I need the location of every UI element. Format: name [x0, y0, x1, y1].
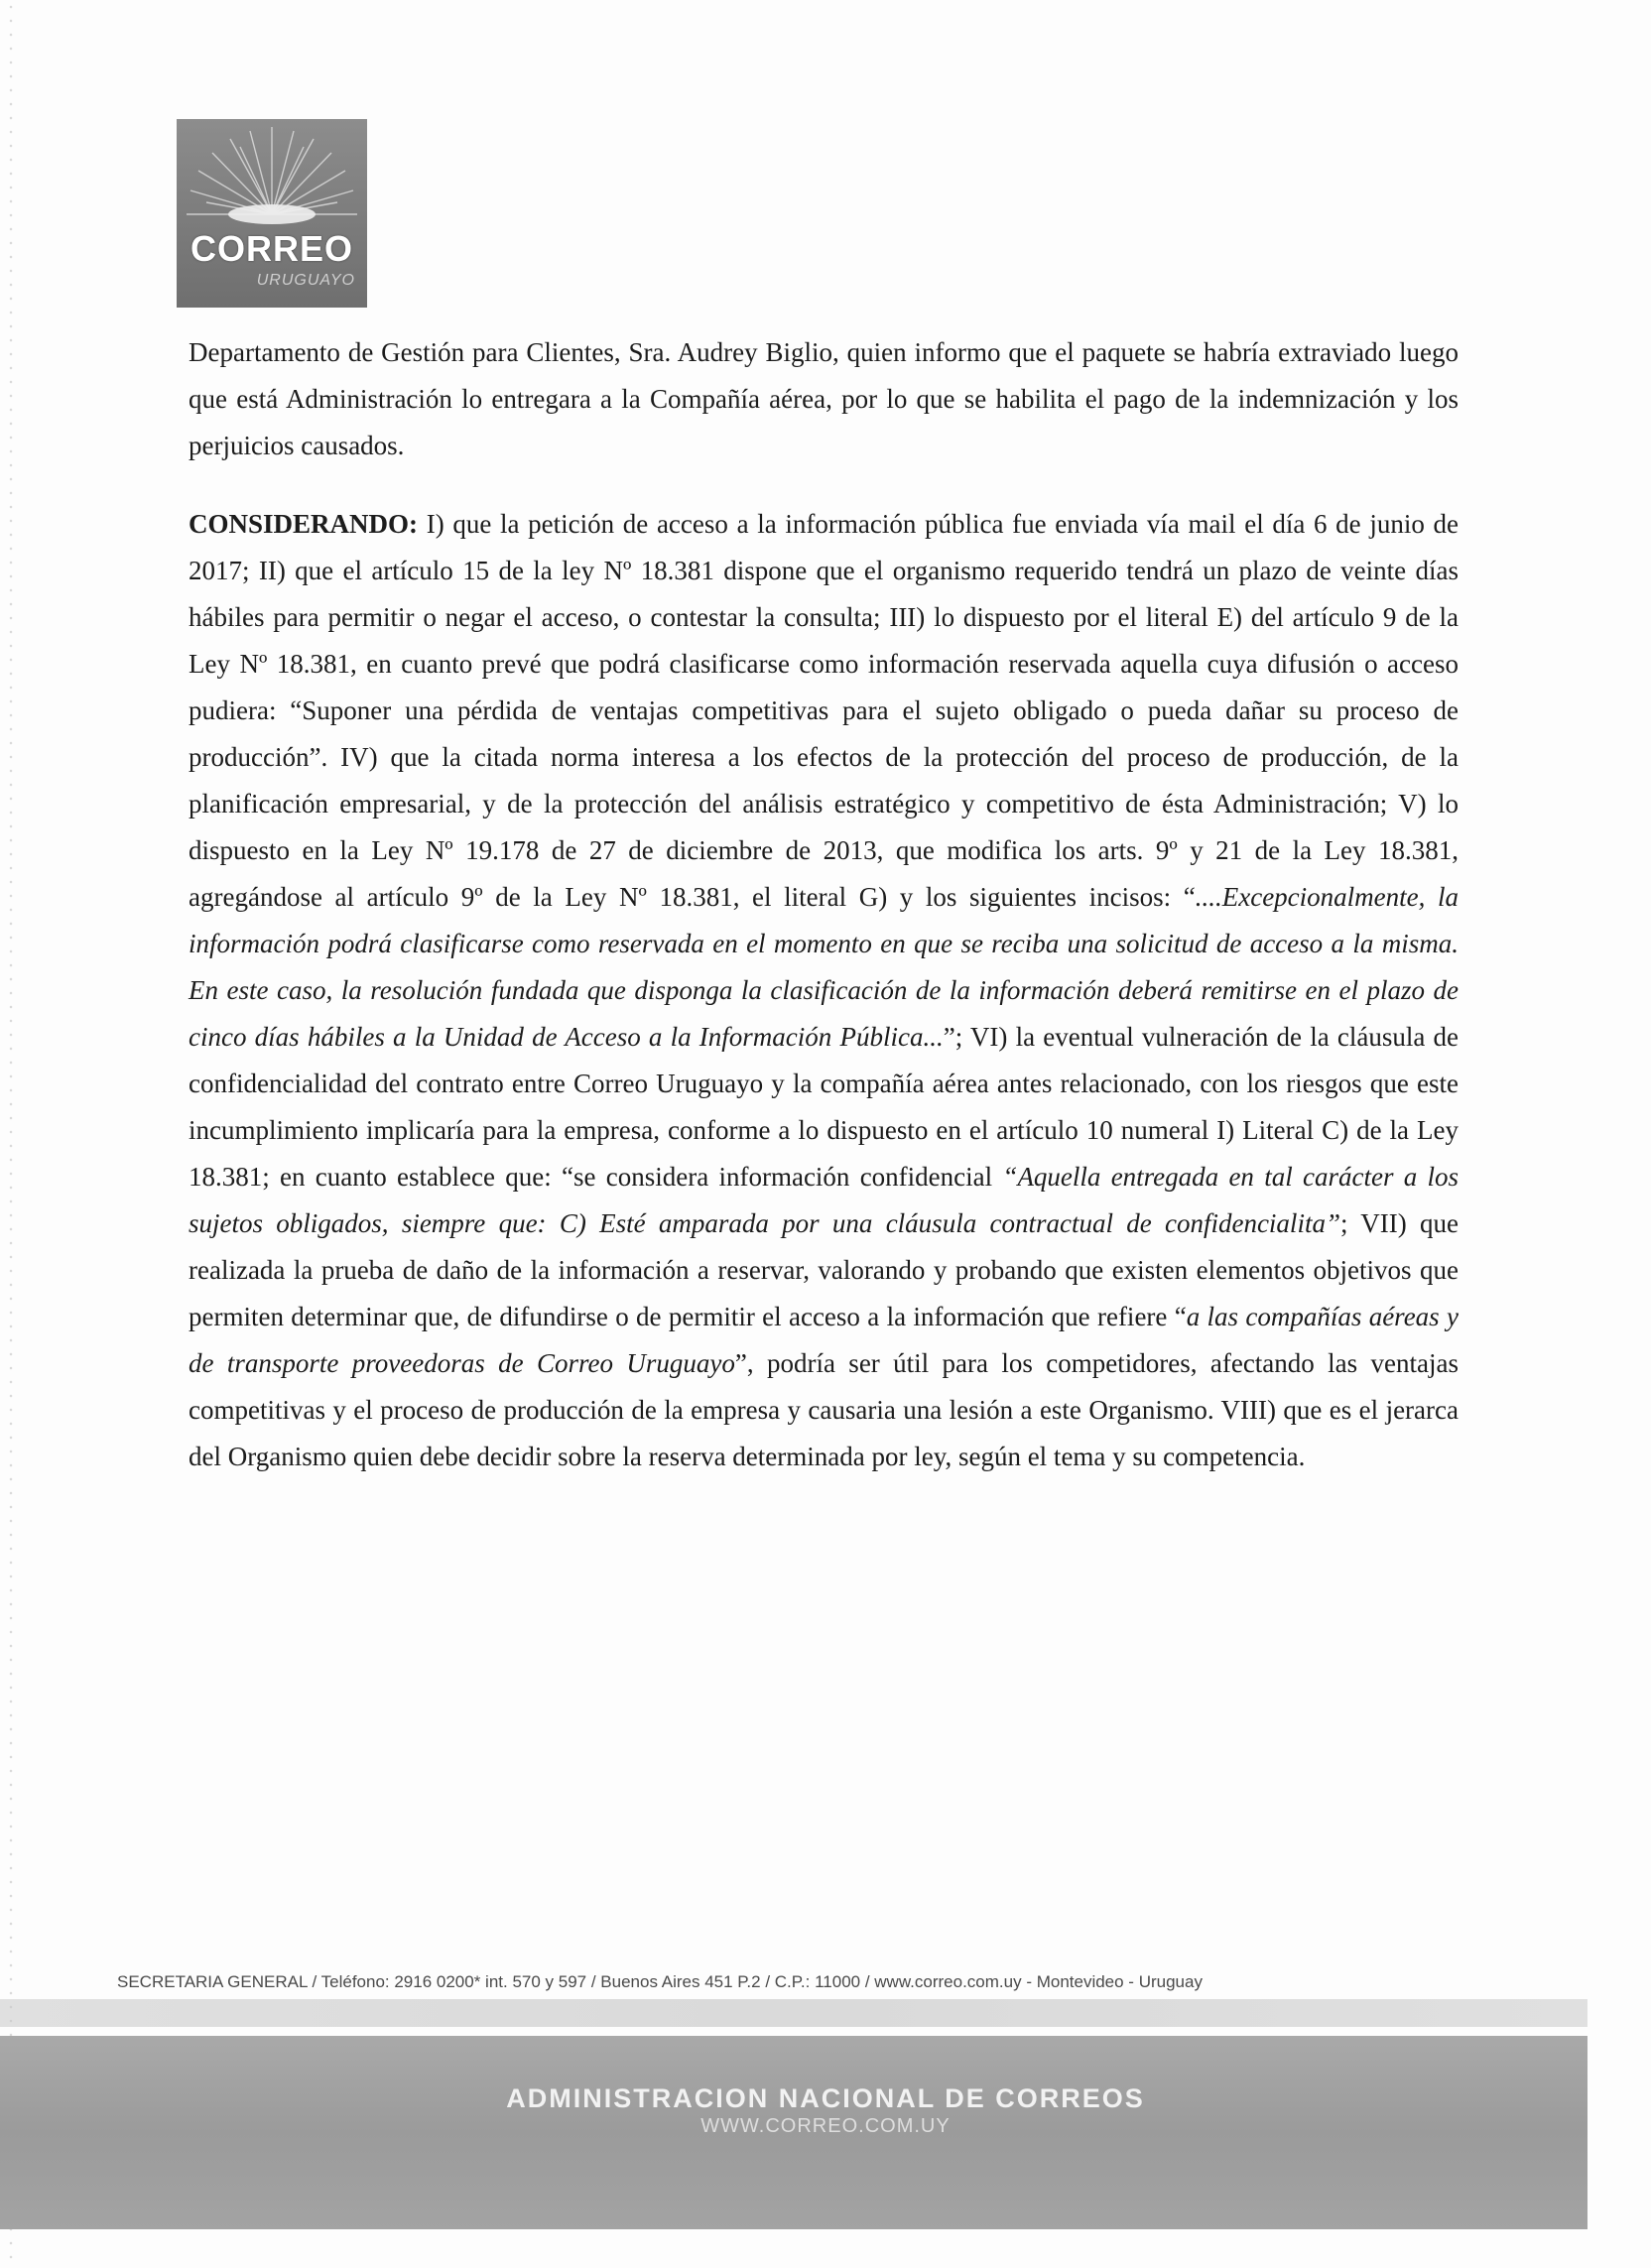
- quote-confidencial: “Aquella entregada en tal carácter a los sujetos obligados, siempre que: C) Esté amparada por una cláusula contractual de confidencialita”: [189, 1162, 1460, 1238]
- considerando-text-d: ”, podría ser útil para los competidores, afectando las ventajas competitivas y el proceso de producción de la empresa y causaria una lesión a este Organismo. VIII) que es el jerarca del Organismo quien debe decidir sobre la reserva determinada por ley, según el tema y su competencia.: [189, 1348, 1459, 1471]
- considerando-text-c: ; VII) que realizada la prueba de daño de la información a reservar, valorando y probando que existen elementos objetivos que permiten determinar que, de difundirse o de permitir el acceso a la información que refiere “: [189, 1208, 1459, 1331]
- scan-edge-dots: [8, 0, 14, 2268]
- logo-wordmark: CORREO: [190, 228, 353, 269]
- considerando-text-a: I) que la petición de acceso a la información pública fue enviada vía mail el día 6 de junio de 2017; II) que el artículo 15 de la ley Nº 18.381 dispone que el organismo requerido tendrá un plazo de veinte días hábiles para permitir o negar el acceso, o contestar la consulta; III) lo dispuesto por el literal E) del artículo 9 de la Ley Nº 18.381, en cuanto prevé que podrá clasificarse como información reservada aquella cuya difusión o acceso pudiera: “Suponer una pérdida de ventajas competitivas para el sujeto obligado o pueda dañar su proceso de producción”. IV) que la citada norma interesa a los efectos de la protección del proceso de producción, de la planificación empresarial, y de la protección del análisis estratégico y competitivo de ésta Administración; V) lo dispuesto en la Ley Nº 19.178 de 27 de diciembre de 2013, que modifica los arts. 9º y 21 de la Ley 18.381, agregándose al artículo 9º de la Ley Nº 18.381, el literal G) y los siguientes incisos: “: [189, 509, 1459, 912]
- logo-subtitle: URUGUAYO: [256, 272, 355, 289]
- paragraph-considerando: [189, 501, 1459, 1480]
- considerando-label: CONSIDERANDO:: [189, 509, 419, 539]
- footer-contact: SECRETARIA GENERAL / Teléfono: 2916 0200* int. 570 y 597 / Buenos Aires 451 P.2 / C.P.: 11000 / www.correo.com.uy - Montevideo - Uruguay: [117, 1972, 1203, 1991]
- quote-companias: a las compañías aéreas y de transporte proveedoras de Correo Uruguayo: [189, 1302, 1459, 1378]
- correo-logo: [177, 119, 367, 308]
- footer-strip: [0, 1999, 1588, 2027]
- considerando-text-b: ”; VI) la eventual vulneración de la cláusula de confidencialidad del contrato entre Correo Uruguayo y la compañía aérea antes relacionado, con los riesgos que este incumplimiento implicaría para la empresa, conforme a lo dispuesto en el artículo 10 numeral I) Literal C) de la Ley 18.381; en cuanto establece que: “se considera información confidencial: [189, 1022, 1460, 1192]
- paragraph-intro: Departamento de Gestión para Clientes, Sra. Audrey Biglio, quien informo que el paquete se habría extraviado luego que está Administración lo entregara a la Compañía aérea, por lo que se habilita el pago de la indemnización y los perjuicios causados.: [189, 337, 1459, 460]
- footer-title: ADMINISTRACION NACIONAL DE CORREOS: [506, 2083, 1145, 2113]
- quote-excepcionalmente: ....Excepcionalmente, la información podrá clasificarse como reservada en el momento en que se reciba una solicitud de acceso a la misma. En este caso, la resolución fundada que disponga la clasificación de la información deberá remitirse en el plazo de cinco días hábiles a la Unidad de Acceso a la Información Pública...: [189, 882, 1459, 1052]
- footer-url: WWW.CORREO.COM.UY: [700, 2115, 951, 2137]
- document-body: [189, 329, 1459, 1512]
